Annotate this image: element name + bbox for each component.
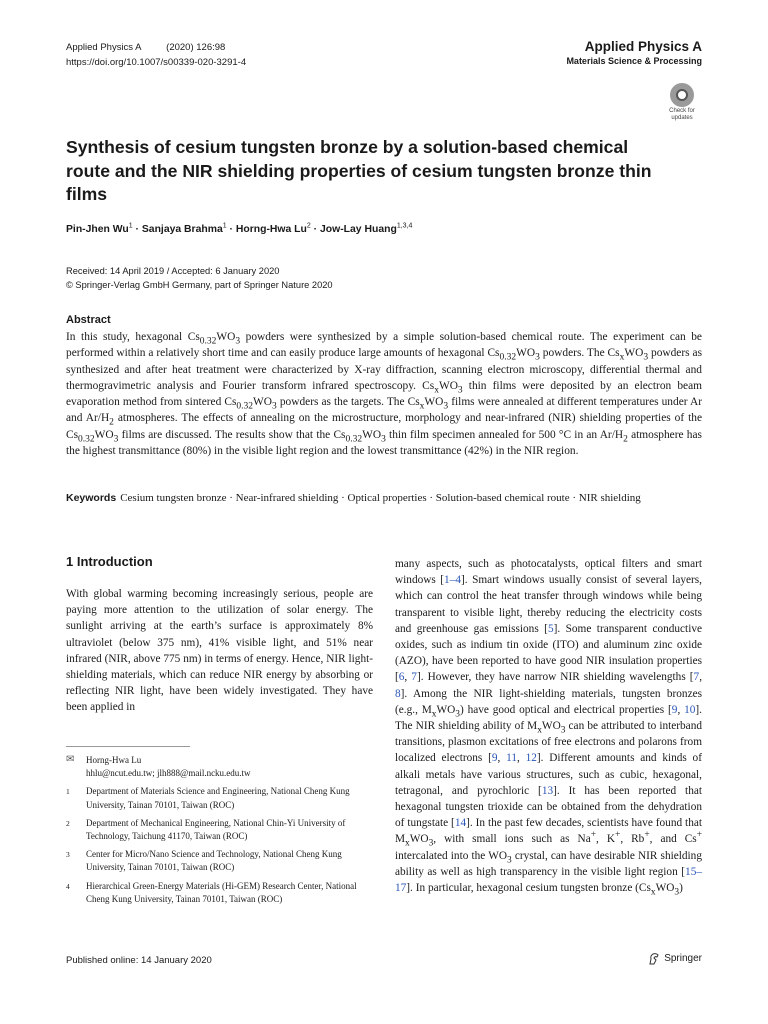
citation-link[interactable]: 13 (541, 784, 554, 797)
section-heading-introduction: 1 Introduction (66, 554, 153, 569)
springer-horse-icon (648, 952, 660, 965)
abstract-body: In this study, hexagonal $Cs_{0.32}WO_3$ powders were synthesized by a simple solution-based chemical route. The experiment can be performed within a relatively short time and can easily produce large amounts of hexagonal $Cs_{0.32}WO_3$ powders. The $Cs_xWO_3$ powders as synthesized and after heat treatment were characterized by X-ray diffraction, scanning electron microscopy, differential thermal and thermogravimetric analysis and Fourier transform infrared spectroscopy. $Cs_xWO_3$ thin films were deposited by an electron beam evaporation method from sintered $Cs_{0.32}WO_3$ powders as the targets. The $Cs_xWO_3$ films were annealed at different temperatures under Ar and $Ar/H_2$ atmospheres. The effects of annealing on the microstructure, morphology and near-infrared (NIR) shielding properties of the $Cs_{0.32}WO_3$ films are discussed. The results show that the $Cs_{0.32}WO_3$ thin film specimen annealed for 500 °C in an $Ar/H_2$ atmosphere has the highest transmittance (80%) in the visible light region and the lowest transmittance (42%) in the NIR region. (66, 331, 703, 458)
affiliation: 1 Department of Materials Science and Engineering, National Cheng Kung University, Tainan 70101, Taiwan (ROC) (66, 786, 350, 810)
affiliation: 4 Hierarchical Green-Energy Materials (Hi-GEM) Research Center, National Cheng Kung University, Tainan 70101, Taiwan (ROC) (66, 880, 357, 904)
envelope-icon: ✉ (66, 754, 75, 765)
author: Jow-Lay Huang$^{1,3,4}$ (320, 222, 413, 235)
received-accepted: Received: 14 April 2019 / Accepted: 6 January 2020 (66, 266, 280, 276)
citation-link[interactable]: 8 (395, 687, 401, 700)
citation-link[interactable]: 9 (671, 703, 678, 716)
check-for-updates-badge[interactable] (664, 83, 700, 121)
intro-paragraph-right: many aspects, such as photocatalysts, optical filters and smart windows [1–4]. Smart windows usually consist of several layers, which can control the heat transfer through windows while being transparent to visible light, thereby reducing the electricity costs and greenhouse gas emissions [5]. Some transparent conductive oxides, such as indium tin oxide (ITO) and aluminum zinc oxide (AZO), have been reported to have good NIR insulation properties [6, 7]. However, they have narrow NIR shielding wavelengths [7, 8]. Among the NIR light-shielding materials, tungsten bronzes (e.g., $M_xWO_3$) have good optical and electrical properties [9, 10]. The NIR shielding ability of $M_xWO_3$ can be attributed to interband transitions, plasmon excitations of free electrons and polarons from localized electrons [9, 11, 12]. Different amounts and kinds of alkali metals have various structures, such as cubic, hexagonal, tetragonal, and pyrochloric [13]. It has been reported that hexagonal tungsten trioxide can be obtained from the dehydration of tungstate [14]. In the past few decades, scientists have found that $M_xWO_3$, with small ions such as Na+, K+, Rb+, and Cs+ intercalated into the $WO_3$ crystal, can have desirable NIR shielding ability as well as high transparency in the visible light region [15–17]. In particular, hexagonal cesium tungsten bronze $(Cs_xWO_3)$ (395, 558, 703, 898)
citation-link[interactable]: 14 (454, 817, 467, 830)
footnotes (66, 754, 373, 911)
author-list: Pin-Jhen $Wu^1$ · Sanjaya Brahma$^1$ · Horng-Hwa $Lu^2 \cdot Jow-Lay$ Huang$^{1,3,4}$ (66, 222, 413, 235)
article-title: Synthesis of cesium tungsten bronze by a solution-based chemical route and the NIR shielding properties of cesium tungsten bronze thin films (66, 137, 652, 204)
journal-name: Applied Physics A (584, 39, 702, 54)
citation-link[interactable]: 10 (684, 703, 696, 716)
citation-link[interactable]: 1–4 (444, 574, 461, 587)
citation-link[interactable]: 5 (547, 622, 554, 635)
citation-link[interactable]: 9 (491, 752, 498, 765)
footnote-divider (66, 746, 190, 747)
intro-paragraph-left: With global warming becoming increasingly serious, people are paying more attention to the utilization of solar energy. The sunlight arriving at the earth’s surface is approximately 8% ultraviolet (below 375 nm), 41% visible light, and 51% near infrared (NIR, above 775 nm) in terms of energy. Hence, NIR light-shielding materials, which can reduce NIR energy by absorbing or reflecting NIR light, have been widely investigated. They have been applied in (66, 588, 373, 714)
citation: (2020) 126:98 (166, 42, 226, 53)
journal-masthead (566, 38, 702, 68)
check-updates-icon (670, 83, 694, 107)
author: Sanjaya Brahma$^1$ (141, 222, 227, 235)
published-online: Published online: 14 January 2020 (66, 955, 212, 966)
citation-link[interactable]: 15–17 (395, 865, 702, 895)
publisher-name: Springer (664, 953, 702, 964)
corresponding-author-email[interactable]: hhlu@ncut.edu.tw; jlh888@mail.ncku.edu.tw (86, 768, 251, 779)
journal-subtitle: Materials Science & Processing (566, 56, 702, 66)
citation-link[interactable]: 7 (411, 671, 417, 684)
keywords-list: Cesium tungsten bronze · Near-infrared shielding · Optical properties · Solution-based chemical route · NIR shielding (120, 492, 641, 504)
corresponding-author-name: Horng-Hwa Lu (86, 755, 142, 765)
copyright-notice: © Springer-Verlag GmbH Germany, part of Springer Nature 2020 (66, 280, 333, 290)
citation-link[interactable]: 11 (506, 752, 517, 765)
keywords (66, 490, 702, 506)
publisher-logo (648, 952, 702, 965)
journal-short-name: Applied Physics A (66, 42, 142, 53)
keywords-label: Keywords (66, 492, 117, 504)
citation-link[interactable]: 6 (398, 671, 405, 684)
affiliation: 2 Department of Mechanical Engineering, National Chin-Yi University of Technology, Taichung 41170, Taiwan (ROC) (66, 817, 346, 842)
citation-link[interactable]: 7 (693, 671, 700, 684)
abstract-heading: Abstract (66, 314, 111, 326)
badge-label: Check for updates (669, 108, 695, 121)
citation-link[interactable]: 12 (525, 752, 537, 765)
article-history (66, 264, 333, 292)
affiliation: 3 Center for Micro/Nano Science and Technology, National Cheng Kung University, Tainan 70101, Taiwan (ROC) (66, 849, 342, 873)
doi-link[interactable]: https://doi.org/10.1007/s00339-020-3291-4 (66, 57, 247, 68)
running-header (66, 40, 247, 70)
author: Horng-Hwa Lu$^2$ (235, 222, 311, 235)
author: Pin-Jhen Wu$^1$ (66, 222, 133, 235)
corresponding-author (66, 754, 373, 780)
